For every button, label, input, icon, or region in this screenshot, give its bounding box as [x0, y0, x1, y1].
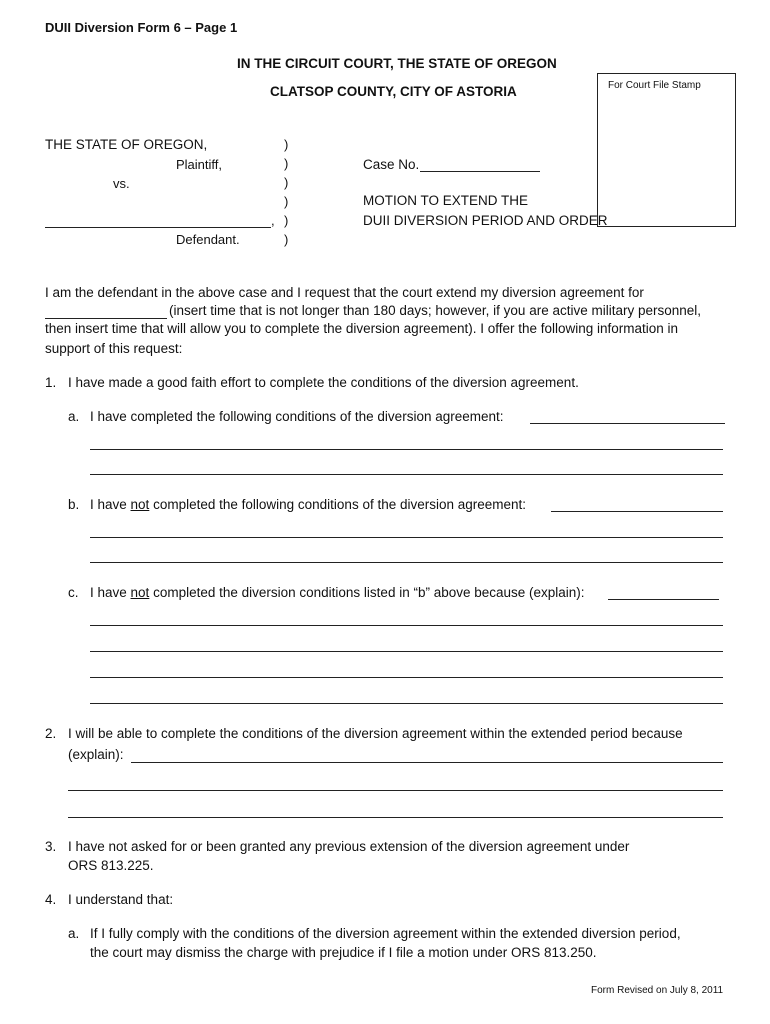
extended-period-explanation-line[interactable] — [131, 762, 723, 763]
case-number-field[interactable] — [420, 171, 540, 172]
caption-paren: ) — [284, 194, 289, 209]
item-1c-letter: c. — [68, 585, 79, 600]
case-number-label: Case No. — [363, 157, 420, 172]
item-4-number: 4. — [45, 892, 57, 907]
item-1a-text: I have completed the following conditions of the diversion agreement: — [90, 409, 504, 424]
caption-paren: ) — [284, 175, 289, 190]
form-title: DUII Diversion Form 6 – Page 1 — [45, 20, 238, 35]
extension-time-field[interactable] — [45, 318, 167, 319]
completed-conditions-line[interactable] — [530, 423, 725, 424]
caption-paren: ) — [284, 156, 289, 171]
completed-conditions-line[interactable] — [90, 449, 723, 450]
court-county: CLATSOP COUNTY, CITY OF ASTORIA — [270, 84, 517, 99]
motion-title-line1: MOTION TO EXTEND THE — [363, 193, 529, 208]
plaintiff-label: Plaintiff, — [176, 157, 223, 172]
extended-period-explanation-line[interactable] — [68, 790, 723, 791]
court-file-stamp-box — [597, 73, 736, 227]
motion-title-line2: DUII DIVERSION PERIOD AND ORDER — [363, 213, 608, 228]
item-4-text: I understand that: — [68, 892, 174, 907]
item-1a-letter: a. — [68, 409, 80, 424]
item-4a-letter: a. — [68, 926, 80, 941]
defendant-name-line[interactable] — [45, 227, 271, 228]
explanation-line[interactable] — [90, 651, 723, 652]
explanation-line[interactable] — [90, 703, 723, 704]
caption-paren: ) — [284, 137, 289, 152]
intro-line4: support of this request: — [45, 341, 183, 356]
completed-conditions-line[interactable] — [90, 474, 723, 475]
item-3-line2: ORS 813.225. — [68, 858, 154, 873]
stamp-label: For Court File Stamp — [608, 80, 701, 91]
intro-line3: then insert time that will allow you to complete the diversion agreement). I offer the following information in — [45, 321, 679, 336]
caption-paren: ) — [284, 232, 289, 247]
item-1-number: 1. — [45, 375, 57, 390]
not-completed-conditions-line[interactable] — [90, 537, 723, 538]
not-completed-conditions-line[interactable] — [90, 562, 723, 563]
caption-paren: ) — [284, 213, 289, 228]
court-name: IN THE CIRCUIT COURT, THE STATE OF OREGON — [237, 56, 557, 71]
item-4a-line2: the court may dismiss the charge with prejudice if I file a motion under ORS 813.250. — [90, 945, 597, 960]
item-4a-line1: If I fully comply with the conditions of the diversion agreement within the extended diversion period, — [90, 926, 681, 941]
item-2-text: I will be able to complete the conditions of the diversion agreement within the extended period because — [68, 726, 683, 741]
explanation-line[interactable] — [608, 599, 719, 600]
explanation-line[interactable] — [90, 625, 723, 626]
vs-label: vs. — [113, 176, 130, 191]
intro-line2: (insert time that is not longer than 180 days; however, if you are active military personnel, — [169, 303, 702, 318]
item-1c-text: I have not completed the diversion conditions listed in “b” above because (explain): — [90, 585, 585, 600]
defendant-comma: , — [271, 213, 275, 228]
item-1b-text: I have not completed the following conditions of the diversion agreement: — [90, 497, 527, 512]
item-1b-letter: b. — [68, 497, 80, 512]
plaintiff-name: THE STATE OF OREGON, — [45, 137, 208, 152]
extended-period-explanation-line[interactable] — [68, 817, 723, 818]
defendant-label: Defendant. — [176, 232, 240, 247]
not-completed-conditions-line[interactable] — [551, 511, 723, 512]
item-1-text: I have made a good faith effort to complete the conditions of the diversion agreement. — [68, 375, 579, 390]
intro-line1: I am the defendant in the above case and I request that the court extend my diversion agreement for — [45, 285, 644, 300]
item-3-number: 3. — [45, 839, 57, 854]
item-2-explain-label: (explain): — [68, 747, 124, 762]
item-3-line1: I have not asked for or been granted any previous extension of the diversion agreement under — [68, 839, 630, 854]
explanation-line[interactable] — [90, 677, 723, 678]
form-revised-date: Form Revised on July 8, 2011 — [591, 985, 724, 996]
item-2-number: 2. — [45, 726, 57, 741]
